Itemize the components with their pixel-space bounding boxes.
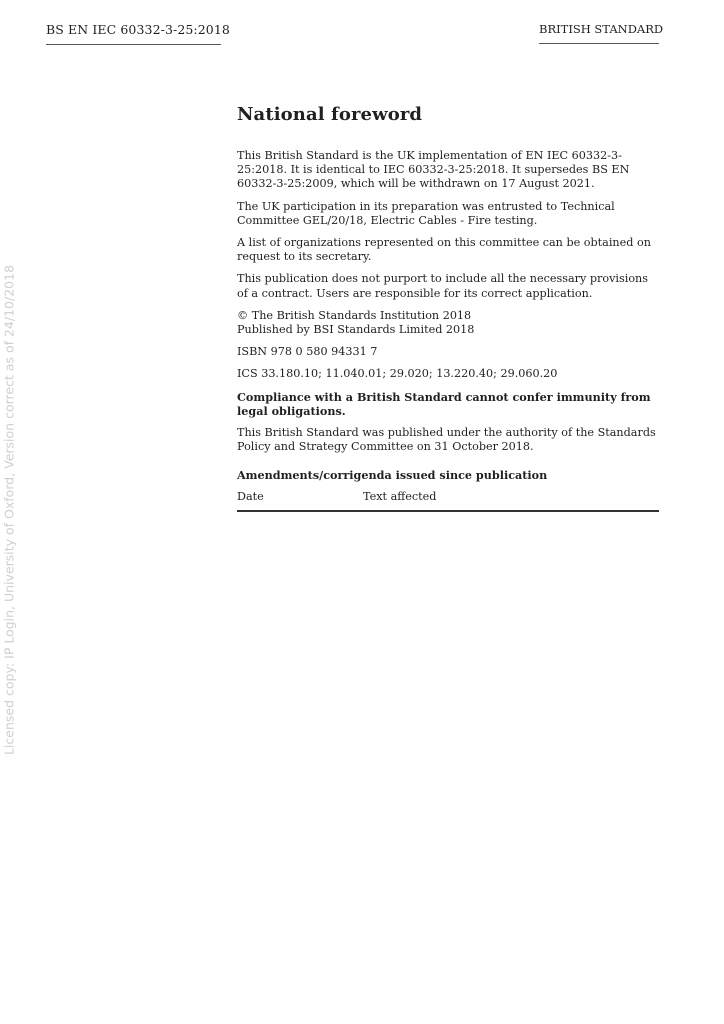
header-standard-label: BRITISH STANDARD (539, 22, 659, 44)
organizations-paragraph: A list of organizations represented on this committee can be obtained on request to its secretary. (237, 236, 651, 264)
implementation-paragraph: This British Standard is the UK implementation of EN IEC 60332-3-25:2018. It is identical to IEC 60332-3-25:2018. It supersedes BS EN 60332-3-25:2009, which will be withdrawn on 17 August 2021. (237, 149, 630, 191)
amendments-table (237, 490, 659, 512)
header-document-id: BS EN IEC 60332-3-25:2018 (46, 22, 221, 45)
ics-codes: ICS 33.180.10; 11.040.01; 29.020; 13.220.40; 29.060.20 (237, 367, 558, 381)
page-title: National foreword (237, 104, 423, 125)
publisher-line: Published by BSI Standards Limited 2018 (237, 323, 475, 337)
amendments-column-text: Text affected (363, 490, 437, 504)
copyright-block (237, 309, 662, 337)
isbn: ISBN 978 0 580 94331 7 (237, 345, 378, 359)
amendments-title: Amendments/corrigenda issued since publication (237, 468, 548, 483)
foreword-content (237, 104, 662, 512)
amendments-column-date: Date (237, 490, 264, 504)
participation-paragraph: The UK participation in its preparation was entrusted to Technical Committee GEL/20/18, Electric Cables - Fire testing. (237, 199, 615, 227)
provisions-paragraph: This publication does not purport to include all the necessary provisions of a contract. Users are responsible for its correct application. (237, 272, 649, 300)
license-watermark: Licensed copy: IP Login, University of Oxford, Version correct as of 24/10/2018 (1, 264, 17, 756)
compliance-notice: Compliance with a British Standard cannot confer immunity from legal obligations. (237, 389, 651, 418)
copyright-line: © The British Standards Institution 2018 (237, 308, 472, 322)
authority-paragraph: This British Standard was published under the authority of the Standards Policy and Strategy Committee on 31 October 2018. (237, 426, 656, 454)
